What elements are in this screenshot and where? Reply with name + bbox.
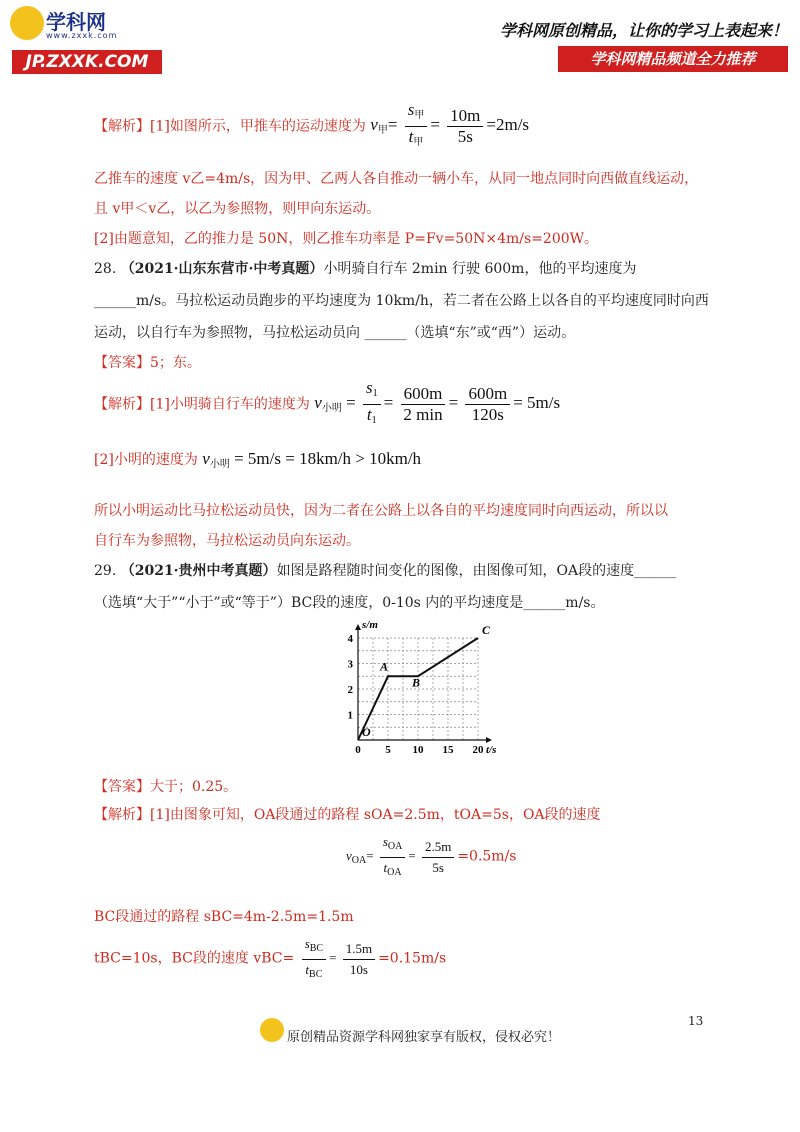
analysis-para-1 bbox=[94, 100, 530, 148]
mascot-logo-icon bbox=[10, 6, 44, 40]
point-label-b: B bbox=[412, 675, 421, 690]
x-axis-arrow-icon bbox=[486, 737, 492, 743]
point-label-o: O bbox=[362, 725, 371, 739]
analysis-label: 【解析】 bbox=[94, 396, 150, 413]
question-number: 29. bbox=[94, 563, 117, 579]
question-source: （2021·山东东营市·中考真题） bbox=[120, 261, 324, 277]
mascot-footer-icon bbox=[260, 1018, 284, 1042]
logo-subtext: www.zxxk.com bbox=[46, 31, 118, 40]
header-banner: 学科网精品频道全力推荐 bbox=[558, 46, 788, 72]
formula-speed-compare: $v_{小明} = 5m/s = 18km/h > 10km/h$ bbox=[202, 449, 422, 470]
analysis-text: [1]如图所示，甲推车的运动速度为 bbox=[150, 118, 366, 135]
point-label-c: C bbox=[482, 623, 491, 637]
formula-bc-speed: $\frac{s_{BC}}{t_{BC}}$ = $\frac{1.5m}{10s}$ bbox=[299, 950, 378, 965]
question-29-line-2: （选填“大于”“小于”或“等于”）BC段的速度，0-10s 内的平均速度是______m/s。 bbox=[94, 595, 605, 611]
analysis-28-1 bbox=[94, 378, 560, 424]
formula-speed-jia: $v_甲=$ $\frac{s_甲}{t_甲}$ = $\frac{10m}{5s}$ =2m/s bbox=[370, 100, 530, 148]
analysis-label: 【解析】 bbox=[94, 118, 150, 135]
point-label-a: A bbox=[380, 659, 389, 674]
x-tick-label: 20 bbox=[472, 744, 484, 756]
question-text: 如图是路程随时间变化的图像，由图像可知，OA段的速度______ bbox=[276, 563, 677, 579]
formula-oa-speed: $v_{OA}=$ $\frac{s_{OA}}{t_{OA}}$ = $\frac{2.5m}{5s}$ =0.5m/s bbox=[346, 834, 517, 878]
logo-text: 学科网 bbox=[46, 10, 106, 34]
distance-time-chart bbox=[330, 616, 500, 756]
y-axis-arrow-icon bbox=[355, 624, 361, 630]
x-tick-label: 0 bbox=[355, 744, 361, 756]
paragraph-2-line-2: 且 v甲＜v乙，以乙为参照物，则甲向东运动。 bbox=[94, 201, 381, 217]
y-tick-label: 2 bbox=[347, 684, 353, 696]
formula-speed-xiaoming: $v_{小明}$ = $\frac{s_1}{t_1}$ = $\frac{600m}{2 \min}$ = $\frac{600m}{120s}$ = 5m/s bbox=[314, 378, 561, 426]
analysis-label: 【解析】 bbox=[94, 807, 150, 823]
answer-28 bbox=[94, 352, 201, 374]
site-url-badge[interactable]: JP.ZXXK.COM bbox=[12, 50, 162, 74]
analysis-text: [1]小明骑自行车的速度为 bbox=[150, 396, 310, 413]
analysis-text: [2]小明的速度为 bbox=[94, 452, 198, 468]
y-tick-label: 1 bbox=[347, 709, 353, 722]
conclusion-28-line-1: 所以小明运动比马拉松运动员快，因为二者在公路上以各自的平均速度同时向西运动，所以以 bbox=[94, 503, 668, 519]
answer-29 bbox=[94, 776, 237, 798]
paragraph-2-line-1: 乙推车的速度 v乙=4m/s，因为甲、乙两人各自推动一辆小车，从同一地点同时向西做直线运动， bbox=[94, 171, 699, 187]
x-tick-label: 5 bbox=[385, 744, 391, 756]
chart-xlabel: t/s bbox=[486, 744, 497, 756]
footer-copyright: 原创精品资源学科网独家享有版权，侵权必究！ bbox=[287, 1030, 561, 1045]
paragraph-3: [2]由题意知，乙的推力是 50N，则乙推车功率是 P=Fv=50N×4m/s=200W。 bbox=[94, 231, 599, 247]
bc-speed-line: tBC=10s，BC段的速度 vBC= $\frac{s_{BC}}{t_{BC}}$ = $\frac{1.5m}{10s}$ =0.15m/s bbox=[94, 936, 447, 980]
question-28-line-1 bbox=[94, 258, 636, 280]
x-tick-label: 10 bbox=[412, 744, 424, 756]
header-slogan: 学科网原创精品，让你的学习上表起来！ bbox=[499, 21, 788, 40]
question-28-line-3: 运动，以自行车为参照物，马拉松运动员向 ______（选填“东”或“西”）运动。 bbox=[94, 325, 576, 341]
question-number: 28. bbox=[94, 261, 117, 277]
conclusion-28-line-2: 自行车为参照物，马拉松运动员向东运动。 bbox=[94, 533, 360, 549]
y-tick-label: 3 bbox=[347, 658, 353, 671]
answer-text: 大于；0.25。 bbox=[150, 779, 238, 795]
answer-text: 5；东。 bbox=[150, 355, 201, 371]
answer-label: 【答案】 bbox=[94, 779, 150, 795]
question-text: 小明骑自行车 2min 行驶 600m，他的平均速度为 bbox=[323, 261, 637, 277]
analysis-text: [1]由图象可知，OA段通过的路程 sOA=2.5m，tOA=5s，OA段的速度 bbox=[150, 807, 601, 823]
answer-label: 【答案】 bbox=[94, 355, 150, 371]
question-29-line-1 bbox=[94, 560, 676, 582]
page-number: 13 bbox=[688, 1014, 704, 1028]
analysis-28-2 bbox=[94, 448, 421, 476]
chart-ylabel: s/m bbox=[362, 619, 378, 631]
y-tick-label: 4 bbox=[347, 633, 353, 645]
analysis-29-1 bbox=[94, 804, 601, 826]
bc-distance-line: BC段通过的路程 sBC=4m-2.5m=1.5m bbox=[94, 909, 354, 925]
question-source: （2021·贵州中考真题） bbox=[120, 563, 277, 579]
x-tick-label: 15 bbox=[442, 744, 454, 756]
question-28-line-2: ______m/s。马拉松运动员跑步的平均速度为 10km/h，若二者在公路上以各自的平均速度同时向西 bbox=[94, 293, 709, 309]
chart-point-labels bbox=[362, 623, 491, 739]
